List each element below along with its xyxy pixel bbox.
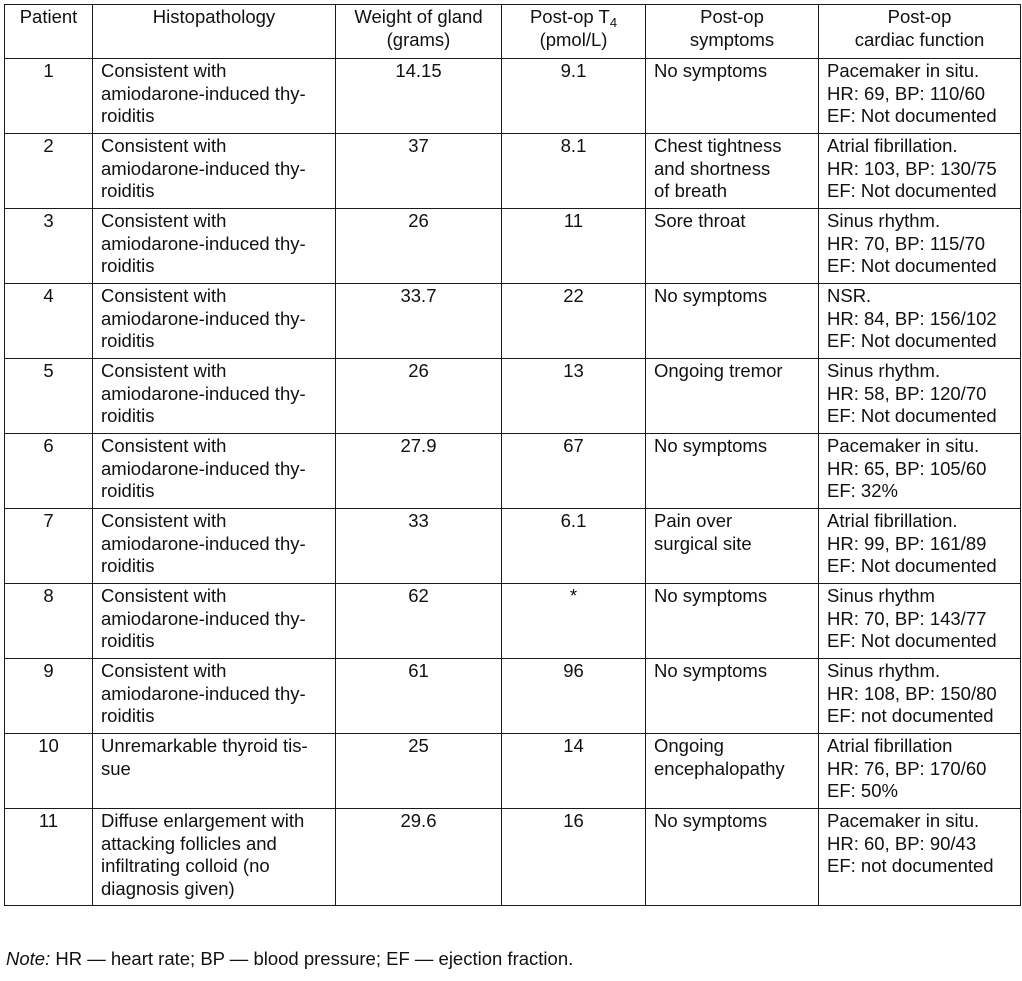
cell-weight: 29.6 <box>336 809 502 906</box>
header-patient: Patient <box>5 5 93 59</box>
cell-post-op-symptoms: No symptoms <box>646 434 819 509</box>
table-row <box>5 284 1021 359</box>
table-row <box>5 59 1021 134</box>
cell-patient: 5 <box>5 359 93 434</box>
table-header <box>5 5 1021 59</box>
cell-weight: 61 <box>336 659 502 734</box>
cell-weight: 26 <box>336 209 502 284</box>
table-row <box>5 209 1021 284</box>
cell-histopathology: Unremarkable thyroid tis- sue <box>93 734 336 809</box>
cell-post-op-symptoms: No symptoms <box>646 284 819 359</box>
table-row <box>5 434 1021 509</box>
cell-weight: 62 <box>336 584 502 659</box>
cell-cardiac-function: Sinus rhythm HR: 70, BP: 143/77 EF: Not documented <box>819 584 1021 659</box>
header-post-op-t4: Post-op $T_4$ (pmol/L) <box>502 5 646 59</box>
cell-post-op-t4: 14 <box>502 734 646 809</box>
cell-post-op-symptoms: Chest tightness and shortness of breath <box>646 134 819 209</box>
header-histopathology: Histopathology <box>93 5 336 59</box>
header-row <box>5 5 1021 59</box>
cell-post-op-t4: 16 <box>502 809 646 906</box>
table-row <box>5 809 1021 906</box>
cell-post-op-symptoms: No symptoms <box>646 59 819 134</box>
cell-cardiac-function: Sinus rhythm. HR: 58, BP: 120/70 EF: Not documented <box>819 359 1021 434</box>
table-row <box>5 734 1021 809</box>
table-row <box>5 134 1021 209</box>
cell-patient: 8 <box>5 584 93 659</box>
cell-histopathology: Consistent with amiodarone-induced thy- roiditis <box>93 659 336 734</box>
cell-weight: 26 <box>336 359 502 434</box>
cell-cardiac-function: Pacemaker in situ. HR: 69, BP: 110/60 EF: Not documented <box>819 59 1021 134</box>
cell-histopathology: Consistent with amiodarone-induced thy- roiditis <box>93 509 336 584</box>
cell-post-op-t4: 11 <box>502 209 646 284</box>
cell-histopathology: Consistent with amiodarone-induced thy- roiditis <box>93 209 336 284</box>
cell-histopathology: Consistent with amiodarone-induced thy- roiditis <box>93 584 336 659</box>
cell-patient: 9 <box>5 659 93 734</box>
cell-post-op-symptoms: No symptoms <box>646 584 819 659</box>
cell-cardiac-function: Pacemaker in situ. HR: 60, BP: 90/43 EF: not documented <box>819 809 1021 906</box>
table-note <box>6 948 573 970</box>
cell-post-op-t4: 96 <box>502 659 646 734</box>
cell-post-op-t4: 6.1 <box>502 509 646 584</box>
cell-post-op-t4: 67 <box>502 434 646 509</box>
cell-post-op-t4: 8.1 <box>502 134 646 209</box>
table-row <box>5 359 1021 434</box>
table-row <box>5 659 1021 734</box>
cell-cardiac-function: Sinus rhythm. HR: 108, BP: 150/80 EF: not documented <box>819 659 1021 734</box>
cell-weight: 25 <box>336 734 502 809</box>
cell-cardiac-function: Atrial fibrillation. HR: 99, BP: 161/89 EF: Not documented <box>819 509 1021 584</box>
cell-patient: 1 <box>5 59 93 134</box>
cell-patient: 10 <box>5 734 93 809</box>
cell-cardiac-function: Atrial fibrillation. HR: 103, BP: 130/75 EF: Not documented <box>819 134 1021 209</box>
cell-post-op-t4: 13 <box>502 359 646 434</box>
cell-patient: 4 <box>5 284 93 359</box>
cell-cardiac-function: Pacemaker in situ. HR: 65, BP: 105/60 EF: 32% <box>819 434 1021 509</box>
cell-histopathology: Consistent with amiodarone-induced thy- roiditis <box>93 284 336 359</box>
note-label: Note: <box>6 948 51 969</box>
cell-weight: 14.15 <box>336 59 502 134</box>
cell-histopathology: Consistent with amiodarone-induced thy- roiditis <box>93 434 336 509</box>
cell-histopathology: Consistent with amiodarone-induced thy- roiditis <box>93 59 336 134</box>
cell-patient: 11 <box>5 809 93 906</box>
header-weight: Weight of gland (grams) <box>336 5 502 59</box>
cell-histopathology: Consistent with amiodarone-induced thy- roiditis <box>93 134 336 209</box>
patient-outcomes-table <box>4 4 1021 906</box>
cell-patient: 3 <box>5 209 93 284</box>
table-row <box>5 584 1021 659</box>
cell-post-op-symptoms: Pain over surgical site <box>646 509 819 584</box>
cell-weight: 27.9 <box>336 434 502 509</box>
note-text: HR — heart rate; BP — blood pressure; EF — ejection fraction. <box>50 948 574 969</box>
cell-cardiac-function: Sinus rhythm. HR: 70, BP: 115/70 EF: Not documented <box>819 209 1021 284</box>
cell-weight: 33.7 <box>336 284 502 359</box>
cell-post-op-symptoms: No symptoms <box>646 809 819 906</box>
cell-post-op-symptoms: Sore throat <box>646 209 819 284</box>
cell-weight: 37 <box>336 134 502 209</box>
cell-patient: 2 <box>5 134 93 209</box>
table-body <box>5 59 1021 906</box>
cell-weight: 33 <box>336 509 502 584</box>
cell-histopathology: Consistent with amiodarone-induced thy- roiditis <box>93 359 336 434</box>
cell-histopathology: Diffuse enlargement with attacking follicles and infiltrating colloid (no diagnosis given) <box>93 809 336 906</box>
cell-patient: 6 <box>5 434 93 509</box>
header-post-op-cardiac-function: Post-op cardiac function <box>819 5 1021 59</box>
cell-post-op-symptoms: Ongoing encephalopathy <box>646 734 819 809</box>
table-row <box>5 509 1021 584</box>
header-post-op-symptoms: Post-op symptoms <box>646 5 819 59</box>
cell-patient: 7 <box>5 509 93 584</box>
cell-cardiac-function: Atrial fibrillation HR: 76, BP: 170/60 EF: 50% <box>819 734 1021 809</box>
cell-cardiac-function: NSR. HR: 84, BP: 156/102 EF: Not documented <box>819 284 1021 359</box>
cell-post-op-symptoms: Ongoing tremor <box>646 359 819 434</box>
cell-post-op-t4: 22 <box>502 284 646 359</box>
cell-post-op-t4: 9.1 <box>502 59 646 134</box>
cell-post-op-t4: * <box>502 584 646 659</box>
header-t4-title: Post-op $T_4$ <box>529 6 618 30</box>
cell-post-op-symptoms: No symptoms <box>646 659 819 734</box>
